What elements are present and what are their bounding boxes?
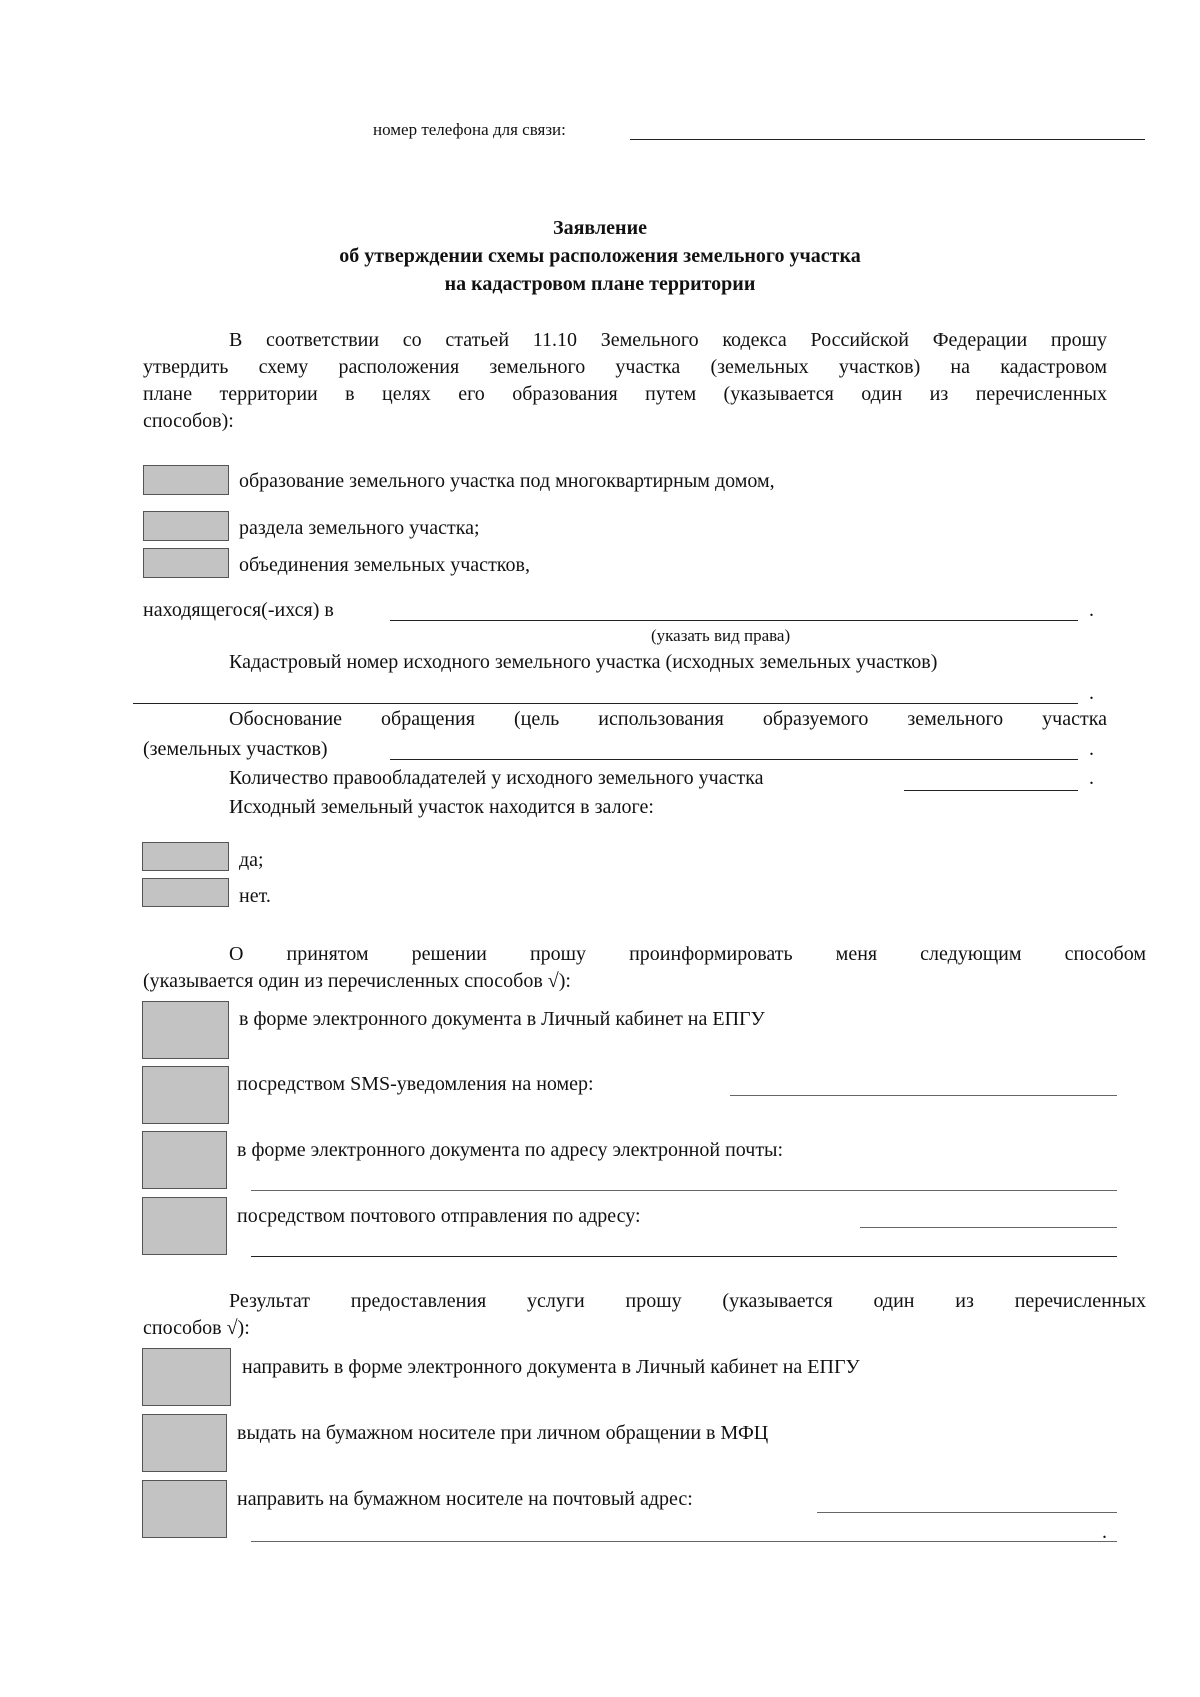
formation-label-merge: объединения земельных участков, xyxy=(239,554,530,576)
intro-line: плане территории в целях его образования путем (указывается один из перечисленных xyxy=(143,383,1107,405)
post-address-input-line-2[interactable] xyxy=(251,1256,1117,1257)
period: . xyxy=(1089,767,1094,789)
cadastral-input-line[interactable] xyxy=(133,703,1078,704)
owners-label: Количество правообладателей у исходного земельного участка xyxy=(229,767,764,789)
email-input-line[interactable] xyxy=(251,1190,1117,1191)
formation-label-division: раздела земельного участка; xyxy=(239,517,480,539)
inform-text xyxy=(143,941,1146,995)
pledge-label: Исходный земельный участок находится в залоге: xyxy=(229,796,654,818)
grounds-text xyxy=(143,706,1107,733)
page-subtitle-2: на кадастровом плане территории xyxy=(444,273,756,295)
formation-checkbox-apartment[interactable] xyxy=(143,465,229,495)
sms-number-input-line[interactable] xyxy=(730,1095,1117,1096)
mail-address-input-line-1[interactable] xyxy=(817,1512,1117,1513)
pledge-checkbox-no[interactable] xyxy=(142,878,229,907)
pledge-label-no: нет. xyxy=(239,885,271,907)
result-line: способов √): xyxy=(143,1317,250,1339)
page-title: Заявление xyxy=(553,217,647,239)
result-label-mail: направить на бумажном носителе на почтовый адрес: xyxy=(237,1488,693,1510)
period: . xyxy=(1102,1521,1107,1543)
located-label: находящегося(-ихся) в xyxy=(143,599,334,621)
inform-line: (указывается один из перечисленных способов √): xyxy=(143,970,571,992)
intro-line: утвердить схему расположения земельного участка (земельных участков) на кадастровом xyxy=(143,356,1107,378)
pledge-label-yes: да; xyxy=(239,849,264,871)
result-checkbox-epgu[interactable] xyxy=(142,1348,231,1406)
result-checkbox-mfc[interactable] xyxy=(142,1414,227,1472)
inform-line: О принятом решении прошу проинформировать меня следующим способом xyxy=(229,943,1146,965)
intro-paragraph xyxy=(143,327,1107,435)
formation-label-apartment: образование земельного участка под многоквартирным домом, xyxy=(239,470,775,492)
formation-checkbox-division[interactable] xyxy=(143,511,229,541)
grounds-line: Обоснование обращения (цель использования образуемого земельного участка xyxy=(229,708,1107,730)
inform-label-post: посредством почтового отправления по адресу: xyxy=(237,1205,641,1227)
cadastral-label: Кадастровый номер исходного земельного участка (исходных земельных участков) xyxy=(229,651,938,673)
located-hint: (указать вид права) xyxy=(651,626,791,645)
grounds-input-line[interactable] xyxy=(390,759,1078,760)
inform-label-epgu: в форме электронного документа в Личный кабинет на ЕПГУ xyxy=(239,1008,765,1030)
page-subtitle-1: об утверждении схемы расположения земельного участка xyxy=(339,245,861,267)
result-label-mfc: выдать на бумажном носителе при личном обращении в МФЦ xyxy=(237,1422,769,1444)
intro-line: способов): xyxy=(143,410,234,432)
mail-address-input-line-2[interactable] xyxy=(251,1541,1117,1542)
result-checkbox-mail[interactable] xyxy=(142,1480,227,1538)
result-line: Результат предоставления услуги прошу (указывается один из перечисленных xyxy=(229,1290,1146,1312)
pledge-checkbox-yes[interactable] xyxy=(142,842,229,871)
phone-input-line[interactable] xyxy=(630,139,1145,140)
post-address-input-line-1[interactable] xyxy=(860,1227,1117,1228)
phone-label: номер телефона для связи: xyxy=(373,120,566,139)
period: . xyxy=(1089,599,1094,621)
formation-checkbox-merge[interactable] xyxy=(143,548,229,578)
owners-input-line[interactable] xyxy=(904,790,1078,791)
grounds-label: (земельных участков) xyxy=(143,738,328,760)
inform-checkbox-post[interactable] xyxy=(142,1197,227,1255)
intro-line: В соответствии со статьей 11.10 Земельного кодекса Российской Федерации прошу xyxy=(229,329,1107,351)
located-input-line[interactable] xyxy=(390,620,1078,621)
inform-checkbox-email[interactable] xyxy=(142,1131,227,1189)
inform-label-sms: посредством SMS-уведомления на номер: xyxy=(237,1073,594,1095)
result-text xyxy=(143,1288,1146,1342)
period: . xyxy=(1089,682,1094,704)
period: . xyxy=(1089,738,1094,760)
inform-checkbox-sms[interactable] xyxy=(142,1066,229,1124)
inform-checkbox-epgu[interactable] xyxy=(142,1001,229,1059)
result-label-epgu: направить в форме электронного документа в Личный кабинет на ЕПГУ xyxy=(242,1356,860,1378)
inform-label-email: в форме электронного документа по адресу электронной почты: xyxy=(237,1139,784,1161)
